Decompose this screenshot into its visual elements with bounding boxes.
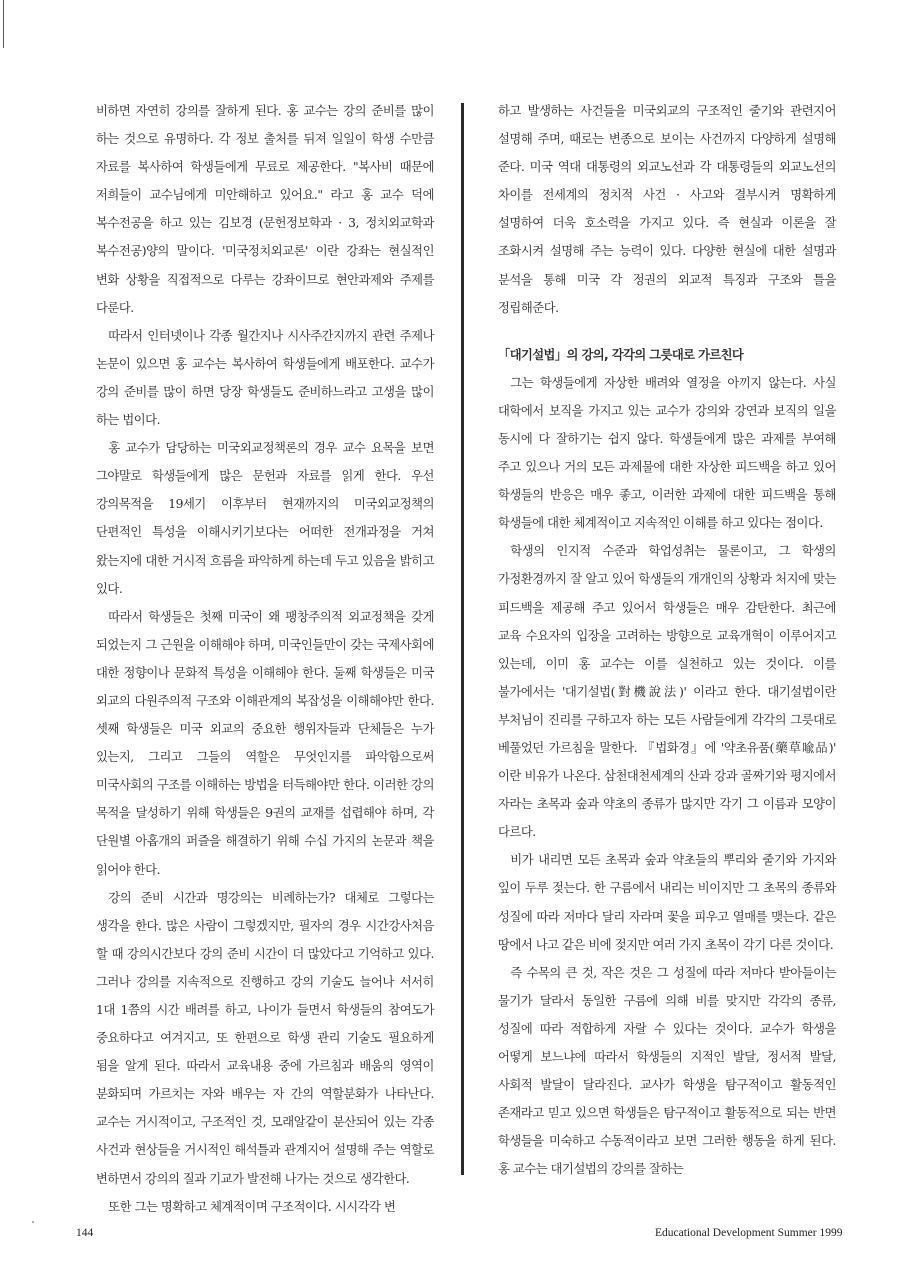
paragraph: 하고 발생하는 사건들을 미국외교의 구조적인 줄기와 관련지어 설명해 주며, 때로는 변종으로 보이는 사건까지 다양하게 설명해 준다. 미국 역대 대통령의 외교노선과 각 대통령들의 외교노선의 차이를 전세계의 정치적 사건 · 사고와 결부시켜 명확하게 설명하여 더욱 호소력을 가지고 있다. 즉 현실과 이론을 잘 조화시켜 설명해 주는 능력이 있다. 다양한 현실에 대한 설명과 분석을 통해 미국 각 정권의 외교적 특징과 구조와 틀을 정립해준다. bbox=[498, 104, 836, 315]
paragraph: 학생의 인지적 수준과 학업성취는 물론이고, 그 학생의 가정환경까지 잘 알고 있어 학생들의 개개인의 상황과 처지에 맞는 피드백을 제공해 주고 있어서 학생들은 매우 감탄한다. 최근에 교육 수요자의 입장을 고려하는 방향으로 교육개혁이 이루어지고 있는데, 이미 홍 교수는 이를 실천하고 있는 것이다. 이를 불가에서는 '대기설법(對機說法)' 이라고 한다. 대기설법이란 부처님이 진리를 구하고자 하는 모든 사람들에게 각각의 그릇대로 베풀었던 가르침을 말한다. 『법화경』에 '약초유품(藥草喩品)' 이란 비유가 나온다. 삼천대천세계의 산과 강과 골짜기와 평지에서 자라는 초목과 숲과 약초의 종류가 많지만 각기 그 이름과 모양이 다르다. bbox=[498, 544, 836, 840]
paragraph: 홍 교수가 담당하는 미국외교정책론의 경우 교수 요목을 보면 그야말로 학생들에게 많은 문헌과 자료를 읽게 한다. 우선 강의목적을 19세기 이후부터 현재까지의 미국외교정책의 단편적인 특성을 이해시키기보다는 어떠한 전개과정을 거쳐 왔는지에 대한 거시적 흐름을 파악하게 하는데 두고 있음을 밝히고 있다. bbox=[96, 441, 434, 596]
section-heading: 「대기설법」의 강의, 각각의 그릇대로 가르친다 bbox=[498, 347, 744, 362]
scan-edge-line bbox=[3, 0, 4, 48]
journal-running-footer: Educational Development Summer 1999 bbox=[655, 1227, 843, 1239]
paragraph: 그는 학생들에게 자상한 배려와 열정을 아끼지 않는다. 사실 대학에서 보직을 가지고 있는 교수가 강의와 강연과 보직의 일을 동시에 다 잘하기는 쉽지 않다. 학생들에게 많은 과제를 부여해 주고 있으나 거의 모든 과제물에 대한 자상한 피드백을 하고 있어 학생들의 반응은 매우 좋고, 이러한 과제에 대한 피드백을 통해 학생들에 대한 체계적이고 지속적인 이해를 하고 있다는 점이다. bbox=[498, 375, 836, 531]
scan-speck bbox=[32, 1221, 34, 1223]
column-divider bbox=[461, 103, 464, 1175]
paragraph: 즉 수목의 큰 것, 작은 것은 그 성질에 따라 저마다 받아들이는 물기가 달라서 동일한 구름에 의해 비를 맞지만 각각의 종류, 성질에 따라 적합하게 자랄 수 있다는 것이다. 교수가 학생을 어떻게 보느냐에 따라서 학생들의 지적인 발달, 정서적 발달, 사회적 발달이 달라진다. 교사가 학생을 탐구적이고 활동적인 존재라고 믿고 있으면 학생들은 탐구적이고 활동적으로 되는 반면 학생들을 미숙하고 수동적이라고 보면 그러한 행동을 하게 된다. 홍 교수는 대기설법의 강의를 잘하는 bbox=[498, 965, 836, 1177]
paragraph: 또한 그는 명확하고 체계적이며 구조적이다. 시시각각 변 bbox=[108, 1199, 396, 1214]
paragraph: 강의 준비 시간과 명강의는 비례하는가? 대체로 그렇다는 생각을 한다. 많은 사람이 그렇겠지만, 필자의 경우 시간강사처음 할 때 강의시간보다 강의 준비 시간이 더 많았다고 기억하고 있다. 그러나 강의를 지속적으로 진행하고 강의 기술도 늘어나 서서히 1대 1쯤의 시간 배려를 하고, 나이가 들면서 학생들의 참여도가 중요하다고 여겨지고, 또 한편으로 학생 관리 기술도 필요하게 됨을 알게 된다. 따라서 교육내용 중에 가르침과 배움의 영역이 분화되며 가르치는 자와 배우는 자 간의 역할분화가 나타난다. 교수는 거시적이고, 구조적인 것, 모래알같이 분산되어 있는 각종 사건과 현상들을 거시적인 해석틀과 관계지어 설명해 주는 역할로 변하면서 강의의 질과 기교가 발전해 나가는 것으로 생각한다. bbox=[96, 890, 434, 1186]
right-column bbox=[498, 97, 836, 1183]
paragraph: 따라서 학생들은 첫째 미국이 왜 팽창주의적 외교정책을 갖게 되었는지 그 근원을 이해해야 하며, 미국인들만이 갖는 국제사회에 대한 정향이나 문화적 특성을 이해해야 한다. 둘째 학생들은 미국 외교의 다원주의적 구조와 이해관계의 복잡성을 이해해야만 한다. 셋째 학생들은 미국 외교의 중요한 행위자들과 단체들은 누가 있는지, 그리고 그들의 역할은 무엇인지를 파악함으로써 미국사회의 구조를 이해하는 방법을 터득해야만 한다. 이러한 강의 목적을 달성하기 위해 학생들은 9권의 교재를 섭렵해야 하며, 각 단원별 아홉개의 퍼즐을 해결하기 위해 수십 가지의 논문과 책을 읽어야 한다. bbox=[96, 609, 434, 877]
paragraph: 따라서 인터넷이나 각종 월간지나 시사주간지까지 관련 주제나 논문이 있으면 홍 교수는 복사하여 학생들에게 배포한다. 교수가 강의 준비를 많이 하면 당장 학생들도 준비하느라고 고생을 많이 하는 법이다. bbox=[96, 328, 434, 428]
paragraph: 비가 내리면 모든 초목과 숲과 약초들의 뿌리와 줄기와 가지와 잎이 두루 젖는다. 한 구름에서 내리는 비이지만 그 초목의 종류와 성질에 따라 저마다 달리 자라며 꽃을 피우고 열매를 맺는다. 같은 땅에서 나고 같은 비에 젖지만 여러 가지 초목이 각기 다른 것이다. bbox=[498, 853, 836, 952]
paragraph: 비하면 자연히 강의를 잘하게 된다. 홍 교수는 강의 준비를 많이 하는 것으로 유명하다. 각 정보 출처를 뒤져 일일이 학생 수만큼 자료를 복사하여 학생들에게 무료로 제공한다. "복사비 때문에 저희들이 교수님에게 미안해하고 있어요." 라고 홍 교수 덕에 복수전공을 하고 있는 김보경 (문헌정보학과 · 3, 정치외교학과 복수전공)양의 말이다. '미국정치외교론' 이란 강좌는 현실적인 변화 상황을 직접적으로 다루는 강좌이므로 현안과제와 주제를 다룬다. bbox=[96, 104, 434, 315]
left-column bbox=[96, 97, 434, 1221]
page-number: 144 bbox=[76, 1227, 94, 1239]
